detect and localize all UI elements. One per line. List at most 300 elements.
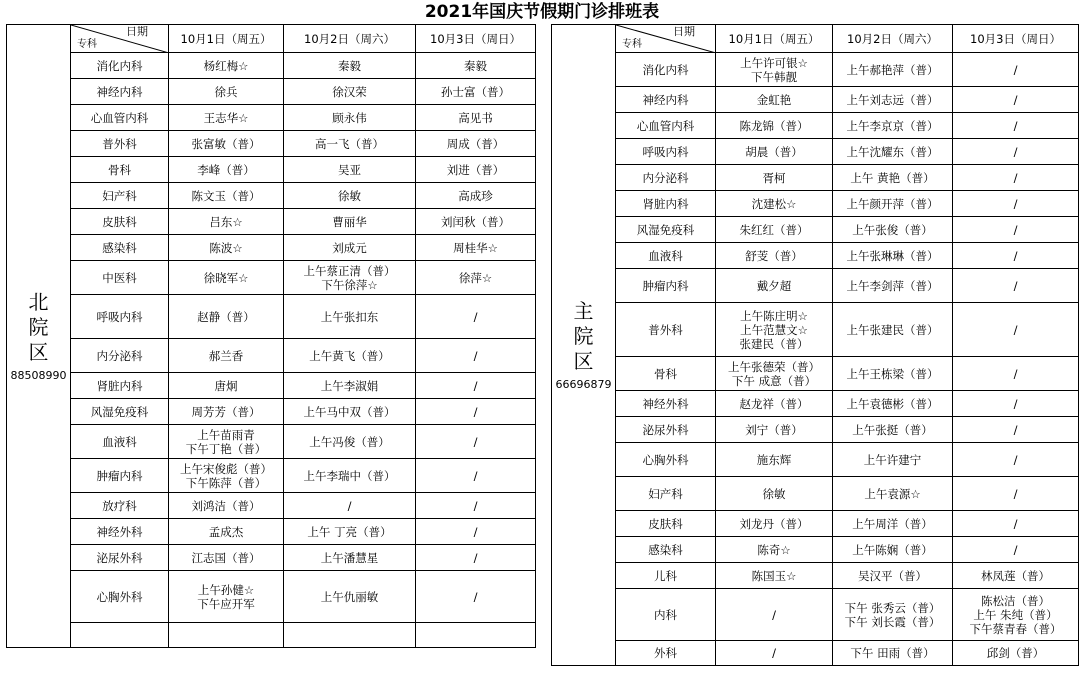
doctor-cell xyxy=(284,295,416,339)
doctor-cell xyxy=(416,53,536,79)
table-row xyxy=(7,79,536,105)
doctor-cell xyxy=(833,303,953,357)
doctor-entry: 下午韩靓 xyxy=(751,69,797,84)
doctor-cell xyxy=(833,243,953,269)
doctor-cell xyxy=(953,217,1079,243)
table-row xyxy=(7,459,536,493)
doctor-cell xyxy=(833,191,953,217)
department-cell: 消化内科 xyxy=(71,53,169,79)
doctor-cell xyxy=(284,545,416,571)
date-header-label: 日期 xyxy=(673,25,695,38)
doctor-cell xyxy=(833,511,953,537)
main-campus-label xyxy=(552,25,616,666)
doctor-cell xyxy=(833,417,953,443)
doctor-entry: / xyxy=(1013,92,1018,107)
table-row xyxy=(7,183,536,209)
doctor-entry: 朱红红（普） xyxy=(739,222,809,237)
date-column-header: 10月3日（周日） xyxy=(416,25,536,53)
doctor-entry: 上午仇丽敏 xyxy=(320,589,379,604)
doctor-entry: 林凤莲（普） xyxy=(981,568,1050,583)
doctor-entry: 上午郝艳萍（普） xyxy=(846,62,939,77)
doctor-entry: 周芳芳（普） xyxy=(191,404,261,419)
doctor-cell xyxy=(416,399,536,425)
department-cell: 呼吸内科 xyxy=(616,139,716,165)
doctor-entry: 唐炯 xyxy=(214,378,238,393)
doctor-entry: / xyxy=(1013,170,1018,185)
doctor-entry: 上午蔡正清（普） xyxy=(303,263,396,278)
department-cell: 神经内科 xyxy=(616,87,716,113)
doctor-entry: 戴夕超 xyxy=(756,278,792,293)
doctor-cell xyxy=(416,425,536,459)
doctor-cell xyxy=(169,493,284,519)
doctor-entry: 吴汉平（普） xyxy=(858,568,927,583)
doctor-entry: / xyxy=(473,550,478,565)
doctor-entry: 刘闰秋（普） xyxy=(441,214,510,229)
doctor-entry: 下午应开军 xyxy=(197,596,255,611)
doctor-entry: 上午张俊（普） xyxy=(852,222,933,237)
table-row xyxy=(552,537,1079,563)
doctor-entry: 孟成杰 xyxy=(208,524,244,539)
doctor-cell xyxy=(953,537,1079,563)
doctor-cell xyxy=(284,623,416,648)
doctor-cell xyxy=(416,295,536,339)
department-cell: 血液科 xyxy=(616,243,716,269)
doctor-cell xyxy=(416,519,536,545)
department-cell: 神经内科 xyxy=(71,79,169,105)
doctor-cell xyxy=(953,191,1079,217)
table-row xyxy=(7,339,536,373)
doctor-entry: / xyxy=(1013,396,1018,411)
doctor-cell xyxy=(416,459,536,493)
date-column-header: 10月3日（周日） xyxy=(953,25,1079,53)
doctor-entry: / xyxy=(473,434,478,449)
doctor-cell xyxy=(416,623,536,648)
department-cell: 肾脏内科 xyxy=(71,373,169,399)
department-cell: 内分泌科 xyxy=(616,165,716,191)
doctor-cell xyxy=(416,545,536,571)
doctor-entry: 高成珍 xyxy=(458,188,493,203)
table-row xyxy=(552,53,1079,87)
table-row xyxy=(7,545,536,571)
doctor-cell xyxy=(284,157,416,183)
doctor-entry: 高一飞（普） xyxy=(315,136,384,151)
doctor-cell xyxy=(716,139,833,165)
department-cell: 泌尿外科 xyxy=(616,417,716,443)
table-row xyxy=(552,357,1079,391)
department-cell: 皮肤科 xyxy=(71,209,169,235)
doctor-cell xyxy=(833,443,953,477)
doctor-entry: 上午刘志远（普） xyxy=(846,92,939,107)
table-row xyxy=(552,563,1079,589)
department-cell: 风湿免疫科 xyxy=(616,217,716,243)
table-row xyxy=(7,493,536,519)
doctor-entry: 徐敏 xyxy=(762,486,786,501)
table-row xyxy=(552,243,1079,269)
doctor-cell xyxy=(169,235,284,261)
campus-phone: 88508990 xyxy=(10,368,67,382)
doctor-cell xyxy=(833,563,953,589)
department-cell: 血液科 xyxy=(71,425,169,459)
doctor-entry: / xyxy=(1013,516,1018,531)
doctor-entry: 徐汉荣 xyxy=(332,84,367,99)
doctor-entry: 下午丁艳（普） xyxy=(185,441,267,456)
doctor-cell xyxy=(284,105,416,131)
doctor-cell xyxy=(169,373,284,399)
doctor-cell xyxy=(833,477,953,511)
doctor-entry: 上午潘慧星 xyxy=(320,550,379,565)
doctor-cell xyxy=(833,537,953,563)
doctor-entry: 上午王栋梁（普） xyxy=(846,366,939,381)
doctor-entry: / xyxy=(772,646,776,660)
doctor-entry: 上午沈耀东（普） xyxy=(846,144,939,159)
table-row xyxy=(552,417,1079,443)
department-cell: 内科 xyxy=(616,589,716,641)
doctor-entry: / xyxy=(473,589,478,604)
doctor-entry: 赵静（普） xyxy=(197,309,255,324)
doctor-entry: 上午孙健☆ xyxy=(197,582,255,597)
doctor-cell xyxy=(416,235,536,261)
doctor-cell xyxy=(169,399,284,425)
table-row xyxy=(552,477,1079,511)
doctor-entry: 陈文玉（普） xyxy=(191,188,261,203)
department-cell: 感染科 xyxy=(616,537,716,563)
doctor-cell xyxy=(416,493,536,519)
doctor-cell xyxy=(953,477,1079,511)
department-cell: 心胸外科 xyxy=(71,571,169,623)
specialty-header-label: 专科 xyxy=(77,39,97,50)
doctor-cell xyxy=(716,303,833,357)
table-row xyxy=(7,235,536,261)
doctor-cell xyxy=(716,641,833,666)
doctor-entry: 上午马中双（普） xyxy=(303,404,396,419)
table-row xyxy=(7,53,536,79)
date-column-header: 10月2日（周六） xyxy=(284,25,416,53)
doctor-cell xyxy=(716,563,833,589)
doctor-entry: 下午 刘长霞（普） xyxy=(844,614,941,629)
doctor-cell xyxy=(284,53,416,79)
doctor-cell xyxy=(953,165,1079,191)
doctor-entry: 上午范慧文☆ xyxy=(740,322,808,337)
table-row xyxy=(552,443,1079,477)
date-column-header: 10月2日（周六） xyxy=(833,25,953,53)
doctor-cell xyxy=(953,443,1079,477)
campus-phone: 66696879 xyxy=(555,377,612,391)
doctor-cell xyxy=(953,87,1079,113)
table-row xyxy=(552,269,1079,303)
doctor-cell xyxy=(416,209,536,235)
doctor-entry: / xyxy=(1013,118,1018,133)
doctor-cell xyxy=(284,519,416,545)
doctor-entry: / xyxy=(1013,542,1018,557)
department-cell: 泌尿外科 xyxy=(71,545,169,571)
doctor-cell xyxy=(833,391,953,417)
department-cell: 心血管内科 xyxy=(616,113,716,139)
doctor-entry: / xyxy=(473,378,478,393)
doctor-entry: 胡晨（普） xyxy=(745,144,803,159)
doctor-entry: 下午 张秀云（普） xyxy=(844,600,941,615)
doctor-entry: 赵龙祥（普） xyxy=(739,396,809,411)
doctor-entry: 上午周洋（普） xyxy=(852,516,933,531)
doctor-cell xyxy=(833,87,953,113)
doctor-cell xyxy=(953,641,1079,666)
doctor-entry: 上午张建民（普） xyxy=(846,322,939,337)
doctor-entry: 上午李淑娟 xyxy=(320,378,379,393)
doctor-entry: / xyxy=(1013,248,1018,263)
doctor-cell xyxy=(416,131,536,157)
doctor-entry: 秦毅 xyxy=(338,58,361,73)
doctor-entry: 上午张德荣（普） xyxy=(728,359,820,374)
doctor-cell xyxy=(169,545,284,571)
department-cell: 骨科 xyxy=(71,157,169,183)
doctor-entry: 陈波☆ xyxy=(209,240,243,255)
doctor-entry: 上午李京京（普） xyxy=(846,118,939,133)
doctor-cell xyxy=(416,571,536,623)
doctor-entry: 刘进（普） xyxy=(446,162,505,177)
doctor-cell xyxy=(716,217,833,243)
doctor-cell xyxy=(416,79,536,105)
table-row xyxy=(7,571,536,623)
doctor-entry: 张建民（普） xyxy=(739,336,809,351)
table-row xyxy=(552,511,1079,537)
doctor-cell xyxy=(169,261,284,295)
doctor-cell xyxy=(284,339,416,373)
doctor-entry: / xyxy=(473,309,478,324)
doctor-cell xyxy=(284,459,416,493)
main-campus-schedule xyxy=(551,24,1079,666)
doctor-cell xyxy=(169,623,284,648)
table-row xyxy=(552,165,1079,191)
department-cell: 妇产科 xyxy=(616,477,716,511)
doctor-cell xyxy=(716,53,833,87)
doctor-entry: 舒芰（普） xyxy=(745,248,803,263)
doctor-cell xyxy=(953,511,1079,537)
doctor-cell xyxy=(953,303,1079,357)
doctor-entry: 周桂华☆ xyxy=(453,240,498,255)
table-row xyxy=(7,157,536,183)
doctor-cell xyxy=(833,217,953,243)
doctor-entry: 上午陈庄明☆ xyxy=(740,308,808,323)
doctor-entry: 上午颜开萍（普） xyxy=(846,196,939,211)
department-cell: 皮肤科 xyxy=(616,511,716,537)
doctor-cell xyxy=(953,113,1079,139)
date-column-header: 10月1日（周五） xyxy=(716,25,833,53)
doctor-cell xyxy=(833,641,953,666)
doctor-entry: 下午陈萍（普） xyxy=(185,475,267,490)
doctor-cell xyxy=(716,537,833,563)
department-cell: 内分泌科 xyxy=(71,339,169,373)
doctor-entry: 上午许可银☆ xyxy=(740,55,808,70)
doctor-entry: 上午苗雨青 xyxy=(197,427,255,442)
north-campus-label xyxy=(7,25,71,648)
doctor-cell xyxy=(716,243,833,269)
department-cell: 心血管内科 xyxy=(71,105,169,131)
doctor-entry: 上午 朱纯（普） xyxy=(973,607,1058,622)
doctor-cell xyxy=(169,105,284,131)
doctor-entry: / xyxy=(1013,366,1018,381)
doctor-cell xyxy=(833,113,953,139)
doctor-entry: 徐兵 xyxy=(214,84,238,99)
page-title: 2021年国庆节假期门诊排班表 xyxy=(424,2,660,22)
doctor-entry: 曹丽华 xyxy=(332,214,367,229)
table-row xyxy=(552,391,1079,417)
doctor-entry: / xyxy=(473,468,478,483)
doctor-cell xyxy=(833,53,953,87)
doctor-cell xyxy=(416,339,536,373)
doctor-entry: 王志华☆ xyxy=(203,110,249,125)
doctor-cell xyxy=(833,139,953,165)
doctor-cell xyxy=(169,459,284,493)
doctor-cell xyxy=(833,357,953,391)
doctor-cell xyxy=(716,477,833,511)
doctor-cell xyxy=(716,443,833,477)
doctor-entry: 下午 成意（普） xyxy=(731,373,817,388)
doctor-entry: / xyxy=(473,404,478,419)
doctor-entry: 下午徐萍☆ xyxy=(321,277,378,292)
table-row xyxy=(7,373,536,399)
doctor-cell xyxy=(416,373,536,399)
date-header-label: 日期 xyxy=(126,25,148,38)
table-row xyxy=(7,105,536,131)
doctor-entry: 陈龙锦（普） xyxy=(739,118,809,133)
campus-name: 北 院 区 xyxy=(28,289,49,364)
doctor-cell xyxy=(169,79,284,105)
doctor-cell xyxy=(284,209,416,235)
doctor-cell xyxy=(716,357,833,391)
department-cell xyxy=(71,623,169,648)
doctor-entry: / xyxy=(1013,486,1018,501)
department-cell: 骨科 xyxy=(616,357,716,391)
doctor-cell xyxy=(284,425,416,459)
doctor-entry: 上午袁源☆ xyxy=(864,486,921,501)
doctor-entry: / xyxy=(1013,422,1018,437)
doctor-entry: 徐晓军☆ xyxy=(203,270,249,285)
doctor-entry: 上午张琳琳（普） xyxy=(846,248,939,263)
department-cell: 风湿免疫科 xyxy=(71,399,169,425)
table-row xyxy=(552,589,1079,641)
doctor-entry: 李峰（普） xyxy=(197,162,255,177)
doctor-cell xyxy=(416,157,536,183)
doctor-cell xyxy=(284,183,416,209)
department-cell: 神经外科 xyxy=(71,519,169,545)
doctor-entry: 刘成元 xyxy=(332,240,367,255)
table-row xyxy=(7,295,536,339)
doctor-cell xyxy=(953,563,1079,589)
doctor-entry: 刘龙丹（普） xyxy=(739,516,809,531)
doctor-entry: 刘宁（普） xyxy=(745,422,803,437)
doctor-cell xyxy=(284,79,416,105)
doctor-entry: 上午李瑞中（普） xyxy=(303,468,396,483)
doctor-cell xyxy=(716,87,833,113)
doctor-entry: 上午张扣东 xyxy=(320,309,379,324)
doctor-entry: 沈建松☆ xyxy=(751,196,797,211)
doctor-cell xyxy=(169,157,284,183)
table-row xyxy=(552,113,1079,139)
doctor-entry: / xyxy=(1013,144,1018,159)
department-cell: 中医科 xyxy=(71,261,169,295)
doctor-cell xyxy=(416,261,536,295)
doctor-entry: 上午黄飞（普） xyxy=(309,348,390,363)
doctor-cell xyxy=(953,391,1079,417)
doctor-entry: 陈奇☆ xyxy=(757,542,791,557)
doctor-cell xyxy=(169,209,284,235)
doctor-entry: 上午许建宁 xyxy=(863,452,922,467)
doctor-cell xyxy=(953,417,1079,443)
department-cell: 普外科 xyxy=(616,303,716,357)
table-row xyxy=(7,209,536,235)
department-cell: 放疗科 xyxy=(71,493,169,519)
doctor-cell xyxy=(953,269,1079,303)
doctor-entry: 上午 黄艳（普） xyxy=(850,170,935,185)
doctor-entry: 徐敏 xyxy=(338,188,361,203)
doctor-entry: 郝兰香 xyxy=(208,348,244,363)
table-row xyxy=(7,519,536,545)
department-cell: 妇产科 xyxy=(71,183,169,209)
doctor-cell xyxy=(169,519,284,545)
department-cell: 普外科 xyxy=(71,131,169,157)
department-cell: 心胸外科 xyxy=(616,443,716,477)
table-row xyxy=(552,641,1079,666)
doctor-cell xyxy=(953,243,1079,269)
doctor-cell xyxy=(169,131,284,157)
doctor-cell xyxy=(716,269,833,303)
doctor-entry: / xyxy=(1013,278,1018,293)
doctor-cell xyxy=(284,399,416,425)
doctor-entry: / xyxy=(1013,322,1018,337)
doctor-entry: 上午张挺（普） xyxy=(852,422,933,437)
doctor-entry: 刘鸿洁（普） xyxy=(191,498,261,513)
doctor-cell xyxy=(416,183,536,209)
doctor-entry: 吴亚 xyxy=(338,162,361,177)
doctor-entry: / xyxy=(772,607,776,622)
department-cell: 感染科 xyxy=(71,235,169,261)
department-cell: 肿瘤内科 xyxy=(616,269,716,303)
doctor-cell xyxy=(169,339,284,373)
department-cell: 外科 xyxy=(616,641,716,666)
table-row xyxy=(7,623,536,648)
doctor-cell xyxy=(416,105,536,131)
doctor-entry: 高见书 xyxy=(458,110,493,125)
doctor-entry: 陈松洁（普） xyxy=(981,593,1050,608)
doctor-entry: 江志国（普） xyxy=(191,550,261,565)
doctor-entry: / xyxy=(347,498,352,513)
doctor-cell xyxy=(284,235,416,261)
doctor-cell xyxy=(284,261,416,295)
table-row xyxy=(552,191,1079,217)
doctor-cell xyxy=(716,113,833,139)
doctor-entry: 周成（普） xyxy=(446,136,505,151)
doctor-cell xyxy=(833,165,953,191)
doctor-entry: 上午宋俊彪（普） xyxy=(180,461,272,476)
doctor-entry: 张富敏（普） xyxy=(191,136,261,151)
doctor-entry: 吕东☆ xyxy=(209,214,243,229)
doctor-entry: / xyxy=(1013,222,1018,237)
doctor-entry: 金虹艳 xyxy=(756,92,792,107)
doctor-entry: / xyxy=(473,524,478,539)
doctor-entry: / xyxy=(1013,62,1018,77)
doctor-entry: 上午陈娴（普） xyxy=(852,542,933,557)
doctor-cell xyxy=(169,571,284,623)
table-row xyxy=(7,261,536,295)
doctor-entry: 顾永伟 xyxy=(332,110,367,125)
doctor-entry: 邱剑（普） xyxy=(986,646,1045,660)
doctor-entry: 上午 丁亮（普） xyxy=(307,524,392,539)
department-cell: 肿瘤内科 xyxy=(71,459,169,493)
table-row xyxy=(7,425,536,459)
table-row xyxy=(552,139,1079,165)
doctor-entry: 秦毅 xyxy=(464,58,487,73)
doctor-cell xyxy=(833,269,953,303)
department-cell: 肾脏内科 xyxy=(616,191,716,217)
